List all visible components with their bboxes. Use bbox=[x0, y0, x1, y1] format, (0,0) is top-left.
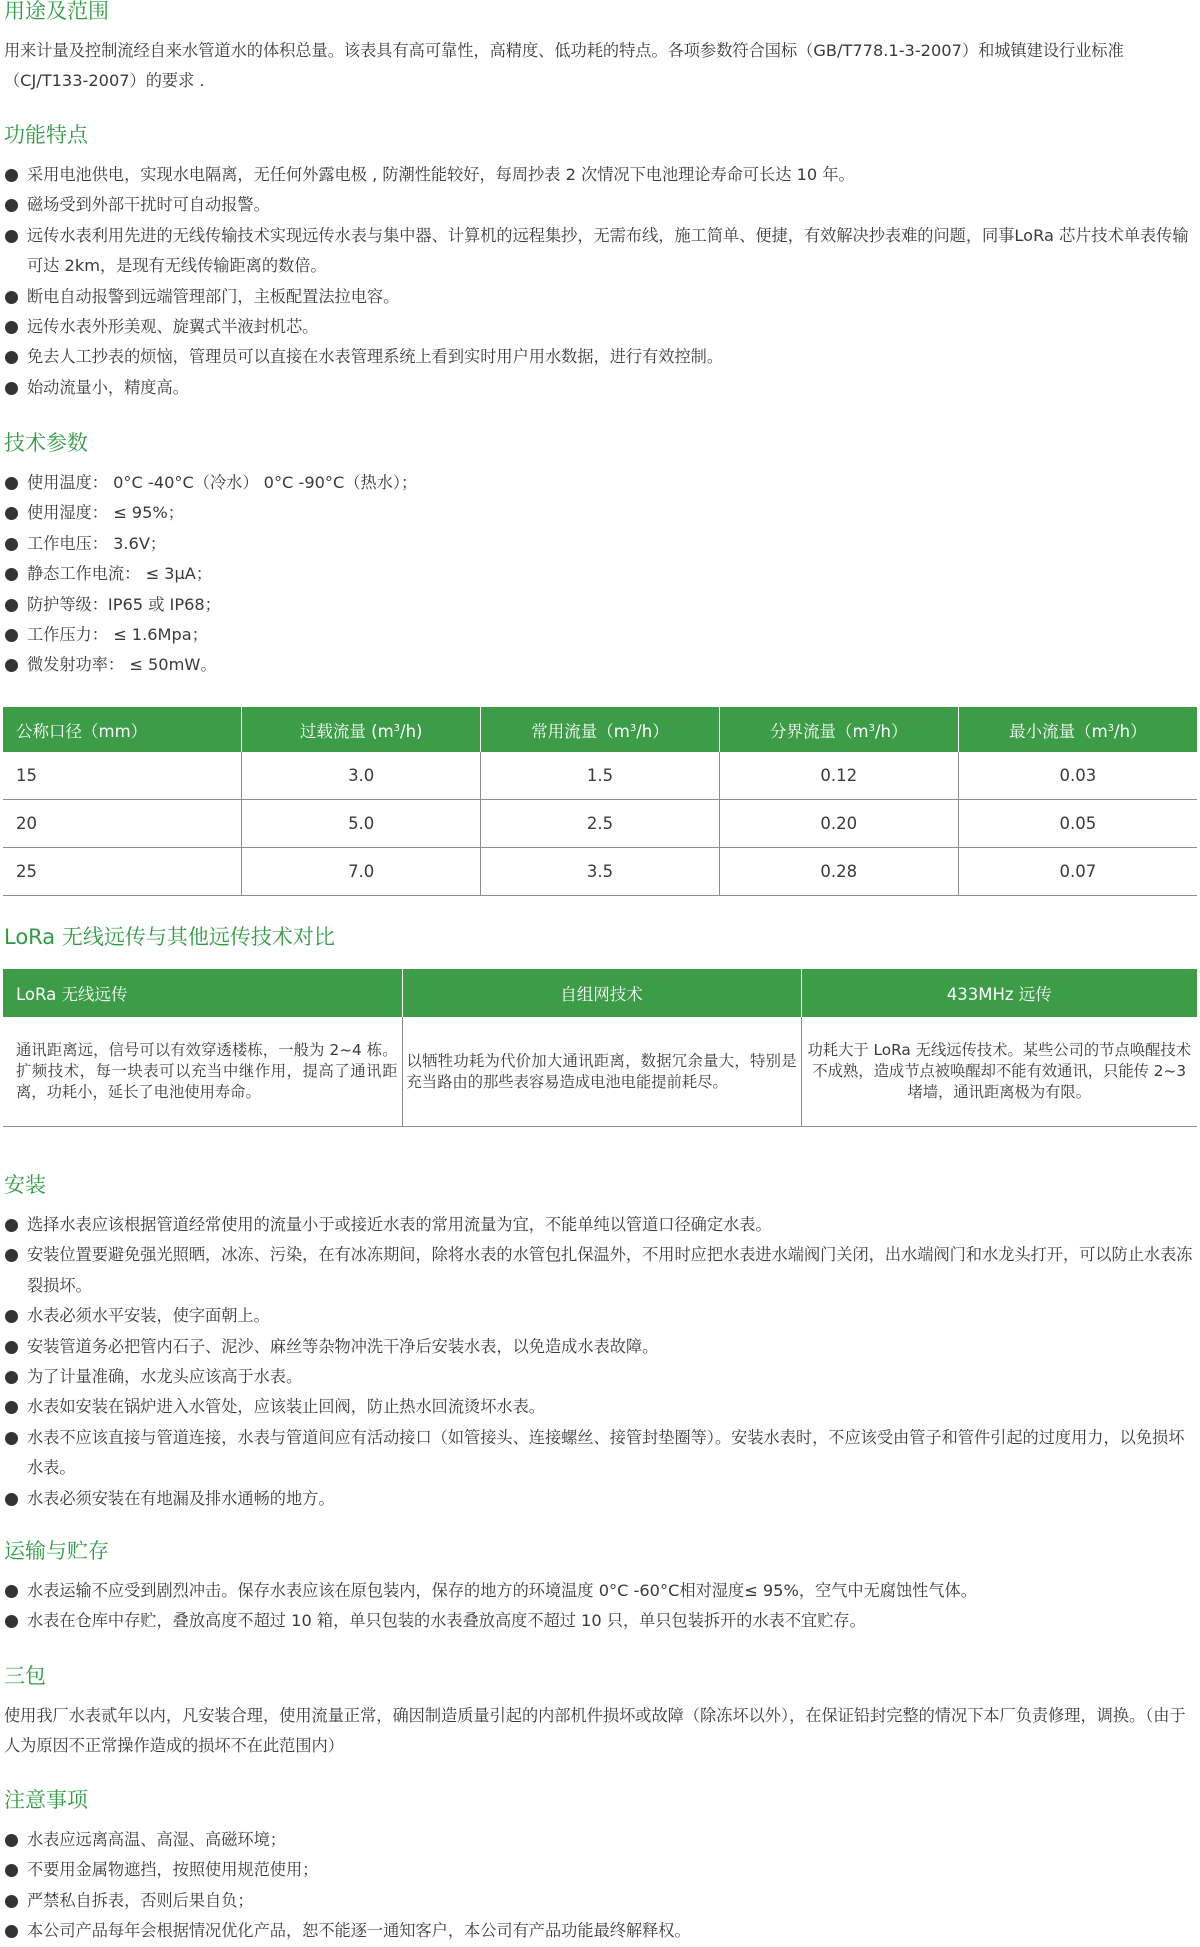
table-header-cell: LoRa 无线远传 bbox=[3, 969, 402, 1017]
features-item: 断电自动报警到远端管理部门，主板配置法拉电容。 bbox=[4, 282, 1200, 312]
tech-param-item: 静态工作电流： ≤ 3μA； bbox=[4, 559, 1196, 589]
tech-param-item: 防护等级：IP65 或 IP68； bbox=[4, 590, 1196, 620]
table-header-cell: 过载流量 $(m^3/h)$ bbox=[242, 707, 481, 752]
table-row bbox=[3, 752, 1197, 800]
table-cell: 25 bbox=[3, 848, 242, 896]
features-item: 始动流量小，精度高。 bbox=[4, 373, 1200, 403]
table-cell: 0.12 bbox=[719, 752, 958, 800]
section-title-tech: 技术参数 bbox=[4, 431, 88, 455]
features-item: 采用电池供电，实现水电隔离，无任何外露电极 , 防潮性能较好，每周抄表 2 次情况下电池理论寿命可长达 10 年。 bbox=[4, 160, 1200, 190]
table-header-cell: 分界流量$(m^3/h)$ bbox=[719, 707, 958, 752]
notes-item: 严禁私自拆表，否则后果自负； bbox=[4, 1886, 1196, 1916]
install-item: 水表必须安装在有地漏及排水通畅的地方。 bbox=[4, 1484, 1196, 1514]
table-header-row bbox=[3, 707, 1197, 752]
section-title-warranty: 三包 bbox=[4, 1664, 46, 1688]
install-item: 水表如安装在锅炉进入水管处，应该装止回阀，防止热水回流烫坏水表。 bbox=[4, 1392, 1196, 1422]
transport-item: 水表运输不应受到剧烈冲击。保存水表应该在原包装内，保存的地方的环境温度 0°C -60°C相对湿度≤ 95%，空气中无腐蚀性气体。 bbox=[4, 1576, 1196, 1606]
table-row bbox=[3, 848, 1197, 896]
table-header-cell: 常用流量$(m^3/h)$ bbox=[481, 707, 720, 752]
table-cell: 0.20 bbox=[719, 800, 958, 848]
lora-comparison-table bbox=[3, 969, 1197, 1127]
notes-item: 本公司产品每年会根据情况优化产品，恕不能逐一通知客户，本公司有产品功能最终解释权。 bbox=[4, 1916, 1196, 1946]
features-item: 免去人工抄表的烦恼，管理员可以直接在水表管理系统上看到实时用户用水数据，进行有效控制。 bbox=[4, 342, 1200, 372]
install-item: 为了计量准确，水龙头应该高于水表。 bbox=[4, 1362, 1196, 1392]
transport-item: 水表在仓库中存贮，叠放高度不超过 10 箱，单只包装的水表叠放高度不超过 10 只，单只包装拆开的水表不宜贮存。 bbox=[4, 1606, 1196, 1636]
notes-list bbox=[4, 1825, 1196, 1947]
tech-param-item: 微发射功率： ≤ 50mW。 bbox=[4, 650, 1196, 680]
install-item: 水表必须水平安装，使字面朝上。 bbox=[4, 1301, 1196, 1331]
table-cell: 1.5 bbox=[481, 752, 720, 800]
table-cell: 5.0 bbox=[242, 800, 481, 848]
features-item: 远传水表利用先进的无线传输技术实现远传水表与集中器、计算机的远程集抄，无需布线，施工简单、便捷，有效解决抄表难的问题，同事LoRa 芯片技术单表传输可达 2km，是现有无线传输距离的数倍。 bbox=[4, 221, 1200, 282]
table-cell: 7.0 bbox=[242, 848, 481, 896]
notes-item: 不要用金属物遮挡，按照使用规范使用； bbox=[4, 1855, 1196, 1885]
tech-param-item: 使用湿度： ≤ 95%； bbox=[4, 498, 1196, 528]
table-header-cell: 自组网技术 bbox=[402, 969, 801, 1017]
table-cell: 0.28 bbox=[719, 848, 958, 896]
table-cell: 0.05 bbox=[958, 800, 1197, 848]
table-header-cell: 433MHz 远传 bbox=[801, 969, 1197, 1017]
section-title-notes: 注意事项 bbox=[4, 1788, 88, 1812]
table-cell: 15 bbox=[3, 752, 242, 800]
install-item: 水表不应该直接与管道连接，水表与管道间应有活动接口（如管接头、连接螺丝、接管封垫圈等）。安装水表时，不应该受由管子和管件引起的过度用力，以免损坏水表。 bbox=[4, 1423, 1196, 1484]
install-item: 选择水表应该根据管道经常使用的流量小于或接近水表的常用流量为宜，不能单纯以管道口径确定水表。 bbox=[4, 1210, 1196, 1240]
section-title-transport: 运输与贮存 bbox=[4, 1539, 109, 1563]
table-row bbox=[3, 1017, 1197, 1127]
transport-list bbox=[4, 1576, 1196, 1637]
section-title-usage: 用途及范围 bbox=[4, 0, 109, 23]
table-cell: 3.5 bbox=[481, 848, 720, 896]
table-cell: 以牺牲功耗为代价加大通讯距离，数据冗余量大，特别是充当路由的那些表容易造成电池电能提前耗尽。 bbox=[402, 1017, 801, 1127]
features-item: 磁场受到外部干扰时可自动报警。 bbox=[4, 190, 1200, 220]
table-cell: 0.03 bbox=[958, 752, 1197, 800]
tech-param-item: 使用温度： 0°C -40°C（冷水） 0°C -90°C（热水）； bbox=[4, 468, 1196, 498]
section-title-features: 功能特点 bbox=[4, 123, 88, 147]
warranty-paragraph: 使用我厂水表贰年以内，凡安装合理，使用流量正常，确因制造质量引起的内部机件损坏或故障（除冻坏以外），在保证铅封完整的情况下本厂负责修理，调换。（由于人为原因不正常操作造成的损坏不在此范围内） bbox=[4, 1706, 1186, 1756]
install-item: 安装管道务必把管内石子、泥沙、麻丝等杂物冲洗干净后安装水表，以免造成水表故障。 bbox=[4, 1332, 1196, 1362]
table-header-cell: 最小流量$(m^3/h)$ bbox=[958, 707, 1197, 752]
table-cell: 功耗大于 LoRa 无线远传技术。某些公司的节点唤醒技术不成熟，造成节点被唤醒却不能有效通讯，只能传 2~3 堵墙，通讯距离极为有限。 bbox=[801, 1017, 1197, 1127]
usage-paragraph: 用来计量及控制流经自来水管道水的体积总量。该表具有高可靠性，高精度、低功耗的特点。各项参数符合国标（GB/T778.1-3-2007）和城镇建设行业标准（CJ/T133-2007）的要求 . bbox=[4, 41, 1124, 91]
table-header-cell: 公称口径（mm） bbox=[3, 707, 242, 752]
table-cell: 2.5 bbox=[481, 800, 720, 848]
table-cell: 0.07 bbox=[958, 848, 1197, 896]
table-cell: 通讯距离远，信号可以有效穿透楼栋，一般为 2~4 栋。扩频技术，每一块表可以充当中继作用，提高了通讯距离，功耗小，延长了电池使用寿命。 bbox=[3, 1017, 402, 1127]
table-header-row bbox=[3, 969, 1197, 1017]
tech-param-item: 工作压力： ≤ 1.6Mpa； bbox=[4, 620, 1196, 650]
notes-item: 水表应远离高温、高湿、高磁环境； bbox=[4, 1825, 1196, 1855]
table-row bbox=[3, 800, 1197, 848]
features-list bbox=[4, 160, 1200, 403]
install-item: 安装位置要避免强光照晒，冰冻、污染，在有冰冻期间，除将水表的水管包扎保温外，不用时应把水表进水端阀门关闭，出水端阀门和水龙头打开，可以防止水表冻裂损坏。 bbox=[4, 1240, 1196, 1301]
install-list bbox=[4, 1210, 1196, 1514]
features-item: 远传水表外形美观、旋翼式半液封机芯。 bbox=[4, 312, 1200, 342]
section-title-lora-comparison: LoRa 无线远传与其他远传技术对比 bbox=[4, 925, 335, 949]
table-cell: 3.0 bbox=[242, 752, 481, 800]
table-cell: 20 bbox=[3, 800, 242, 848]
tech-param-item: 工作电压： 3.6V； bbox=[4, 529, 1196, 559]
tech-params-list bbox=[4, 468, 1196, 681]
section-title-install: 安装 bbox=[4, 1173, 46, 1197]
flow-spec-table bbox=[3, 707, 1197, 896]
